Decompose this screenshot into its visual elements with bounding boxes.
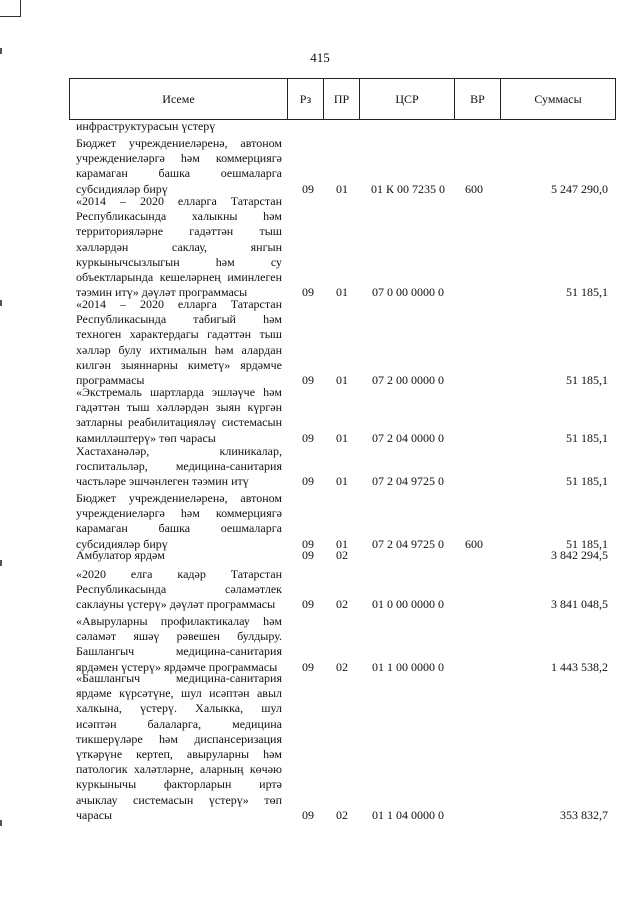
column-header-rz: Рз [288,79,324,119]
row-pr: 01 [336,181,348,196]
row-rz: 09 [302,597,314,612]
row-name-line: ярдәмен үстерү» ярдәмче программасы [76,659,278,674]
row-sum: 1 443 538,2 [551,659,608,674]
row-rz: 09 [302,536,314,551]
row-name-line: частьләре эшчәнлеген тәэмин итү [76,474,249,489]
row-name-line: «2014 – 2020 елларга Татарстан [76,194,282,208]
row-csr: 07 2 04 9725 0 [372,536,444,551]
row-name-line: тикшерүләре һәм диспансеризация [76,731,282,746]
row-name-line: «2014 – 2020 елларга Татарстан [76,297,282,311]
row-name-line: Бюджет учреждениеләренә, автоном [76,491,282,505]
row-name-line: халкына, үстерү. Халыкка, шул [76,701,282,716]
row-name-line: учреждениеләргә һәм коммерциягә [76,506,282,521]
row-name-line: объектларында кешеләрнең иминлеген [76,270,282,285]
row-rz: 09 [302,430,314,445]
row-sum: 353 832,7 [560,807,608,822]
table-row [0,119,640,134]
row-name-line: Республикасында сәламәтлек [76,582,282,597]
row-csr: 01 К 00 7235 0 [370,181,445,196]
row-rz: 09 [302,548,314,562]
table-row [0,444,640,490]
row-pr: 02 [336,548,348,562]
row-rz: 09 [302,474,314,489]
row-name-line: программасы [76,373,145,388]
row-csr: 01 0 00 0000 0 [372,597,444,612]
row-sum: 51 185,1 [566,536,608,551]
row-csr: 01 1 00 0000 0 [372,659,444,674]
row-name-line: хәлләр булу ихтималын һәм алардан [76,342,282,357]
table-row [0,491,640,552]
row-vr: 600 [465,181,483,196]
table-row [0,548,640,563]
row-name [76,444,282,490]
row-name-line: хәлләрдән саклау, янгын [76,239,282,254]
row-pr: 02 [336,807,348,822]
row-name [76,671,282,823]
row-name [76,136,282,197]
row-name-line: чарасы [76,807,113,822]
row-name-line: куркынычы факторларын иртә [76,777,282,792]
row-name-line: патологик халәтләрне, аларның көчәю [76,762,282,777]
row-sum: 5 247 290,0 [551,181,608,196]
row-rz: 09 [302,373,314,387]
row-name-line: Республикасында халыкны һәм [76,209,282,224]
column-header-name: Исеме [70,79,288,119]
row-name-line: госпитальләр, медицина-санитария [76,459,282,474]
row-pr: 01 [336,474,348,489]
row-name-line: Республикасында табигый һәм [76,312,282,327]
row-name-line: куркынычсызлыгын һәм су [76,254,282,269]
row-vr: 600 [465,536,483,551]
row-name [76,548,282,563]
row-name-line: «2020 елга кадәр Татарстан [76,567,282,581]
row-name [76,297,282,388]
row-sum: 3 842 294,5 [551,548,608,562]
row-name-line: гадәттән тыш хәлләрдән зыян күргән [76,400,282,415]
row-sum: 51 185,1 [566,373,608,387]
row-rz: 09 [302,181,314,196]
column-header-csr: ЦСР [360,79,455,119]
row-name-line: «Башлангыч медицина-санитария [76,671,282,685]
row-csr: 07 2 04 9725 0 [372,474,444,489]
row-name-line: затларны реабилитацияләү системасын [76,415,282,430]
row-pr: 02 [336,659,348,674]
row-name-line: камилләштерү» төп чарасы [76,430,216,445]
row-rz: 09 [302,807,314,822]
row-rz: 09 [302,285,314,300]
row-pr: 01 [336,430,348,445]
row-name-line: Башлангыч медицина-санитария [76,644,282,659]
row-csr: 07 2 04 0000 0 [372,430,444,445]
row-csr: 07 2 00 0000 0 [372,373,444,387]
row-sum: 51 185,1 [566,430,608,445]
row-pr: 01 [336,373,348,387]
table-row [0,385,640,446]
row-name-line: «Экстремаль шартларда эшләүче һәм [76,385,282,399]
row-name-line: үткәрүне кертеп, авыруларны һәм [76,747,282,762]
row-name-line: тәэмин итү» дәүләт программасы [76,285,248,300]
row-name-line: Амбулатор ярдәм [76,548,165,562]
page-number: 415 [310,50,330,65]
column-header-vr: ВР [455,79,501,119]
table-row [0,136,640,197]
row-name-line: техноген характердагы гадәттән тыш [76,327,282,342]
scan-corner-mark [0,0,21,17]
row-pr: 01 [336,536,348,551]
row-name-line: ярдәме күрсәтүне, шул исәптән авыл [76,686,282,701]
row-name-line: «Авыруларны профилактикалау һәм [76,614,282,628]
row-name-line: карамаган башка оешмаларга [76,521,282,536]
row-csr: 07 0 00 0000 0 [372,285,444,300]
row-csr: 01 1 04 0000 0 [372,807,444,822]
row-name-line: карамаган башка оешмаларга [76,166,282,181]
row-rz: 09 [302,659,314,674]
row-name [76,194,282,300]
row-name [76,491,282,552]
row-name-line: саклауны үстерү» дәүләт программасы [76,597,276,612]
row-name [76,614,282,675]
table-row [0,567,640,613]
row-pr: 01 [336,285,348,300]
row-name-line: субсидияләр бирү [76,181,168,196]
table-header [69,78,616,120]
row-name-line: ачыклау системасын үстерү» төп [76,792,282,807]
row-name-line: Бюджет учреждениеләренә, автоном [76,136,282,150]
row-name [76,385,282,446]
table-row [0,297,640,388]
row-sum: 3 841 048,5 [551,597,608,612]
row-name-line: исәптән балаларга, медицина [76,716,282,731]
row-name-line: инфраструктурасын үстерү [76,119,216,133]
row-name-line: территорияләрне гадәттән тыш [76,224,282,239]
row-name [76,567,282,613]
table-row [0,671,640,823]
column-header-sum: Суммасы [534,92,582,106]
table-row [0,194,640,300]
row-sum: 51 185,1 [566,474,608,489]
row-name-line: килгән зыяннарны киметү» ярдәмче [76,357,282,372]
row-name-line: учреждениеләргә һәм коммерциягә [76,151,282,166]
row-pr: 02 [336,597,348,612]
row-sum: 51 185,1 [566,285,608,300]
table-row [0,614,640,675]
row-name-line: сәламәт яшәү рәвешен булдыру. [76,629,282,644]
column-header-pr: ПР [324,79,360,119]
row-name-line: субсидияләр бирү [76,536,168,551]
row-name-line: Хастаханәләр, клиникалар, [76,444,282,458]
row-name [76,119,282,134]
